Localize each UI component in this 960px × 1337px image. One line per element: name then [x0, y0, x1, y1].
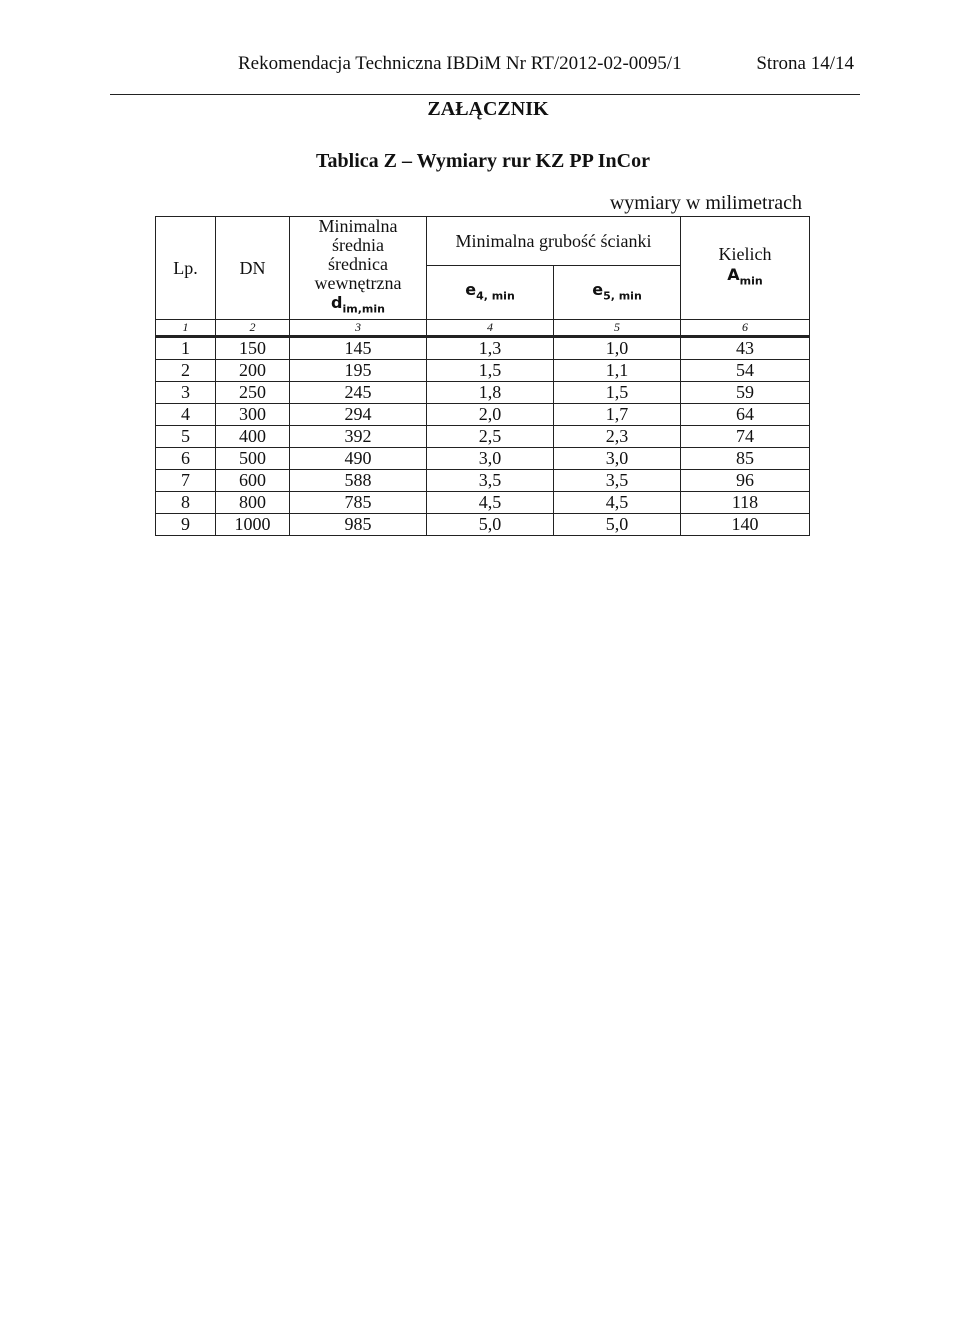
cell-inner-diameter: 785 — [290, 491, 427, 513]
header-lp-label: Lp. — [173, 257, 198, 278]
cell-socket: 43 — [681, 336, 810, 359]
cell-lp: 5 — [156, 425, 216, 447]
cell-socket: 140 — [681, 513, 810, 535]
dimensions-table-container — [155, 216, 809, 556]
header-row-1 — [156, 217, 810, 266]
cell-e4: 4,5 — [427, 491, 554, 513]
header-dn-label: DN — [239, 257, 266, 278]
dim-subscript: im,min — [342, 302, 385, 316]
header-socket — [681, 217, 810, 320]
cell-socket: 85 — [681, 447, 810, 469]
header-inner-diameter-line2: średnia — [332, 235, 384, 255]
header-socket-symbol — [681, 264, 809, 292]
cell-socket: 59 — [681, 381, 810, 403]
cell-inner-diameter: 392 — [290, 425, 427, 447]
column-number: 4 — [427, 319, 554, 336]
e5-subscript: 5, min — [603, 289, 642, 303]
dim-symbol: d — [331, 293, 343, 312]
header-inner-diameter-line1: Minimalna — [318, 216, 398, 236]
cell-e5: 1,7 — [554, 403, 681, 425]
cell-lp: 6 — [156, 447, 216, 469]
cell-e5: 2,3 — [554, 425, 681, 447]
cell-dn: 250 — [216, 381, 290, 403]
cell-dn: 1000 — [216, 513, 290, 535]
header-inner-diameter-line3: średnica — [328, 254, 388, 274]
cell-inner-diameter: 490 — [290, 447, 427, 469]
cell-inner-diameter: 145 — [290, 336, 427, 359]
cell-socket: 54 — [681, 359, 810, 381]
cell-dn: 800 — [216, 491, 290, 513]
cell-socket: 74 — [681, 425, 810, 447]
cell-e4: 2,0 — [427, 403, 554, 425]
cell-dn: 200 — [216, 359, 290, 381]
table-row — [156, 359, 810, 381]
column-number-row — [156, 319, 810, 336]
cell-inner-diameter: 195 — [290, 359, 427, 381]
cell-dn: 150 — [216, 336, 290, 359]
e4-symbol: e — [465, 279, 477, 299]
units-note: wymiary w milimetrach — [609, 192, 802, 214]
header-inner-diameter-line4: wewnętrzna — [314, 273, 402, 293]
cell-e4: 2,5 — [427, 425, 554, 447]
cell-inner-diameter: 245 — [290, 381, 427, 403]
cell-e5: 3,0 — [554, 447, 681, 469]
cell-socket: 64 — [681, 403, 810, 425]
table-row — [156, 513, 810, 535]
cell-e5: 4,5 — [554, 491, 681, 513]
cell-e4: 1,5 — [427, 359, 554, 381]
document-reference: Rekomendacja Techniczna IBDiM Nr RT/2012-02-0095/1 — [238, 53, 682, 74]
cell-e5: 3,5 — [554, 469, 681, 491]
cell-e4: 3,0 — [427, 447, 554, 469]
header-wall-thickness-label: Minimalna grubość ścianki — [455, 231, 652, 252]
e4-subscript: 4, min — [476, 289, 515, 303]
column-number: 2 — [216, 319, 290, 336]
cell-lp: 7 — [156, 469, 216, 491]
cell-e4: 5,0 — [427, 513, 554, 535]
cell-e5: 1,1 — [554, 359, 681, 381]
cell-dn: 500 — [216, 447, 290, 469]
table-title: Tablica Z – Wymiary rur KZ PP InCor — [316, 150, 650, 172]
cell-e5: 1,5 — [554, 381, 681, 403]
table-row — [156, 425, 810, 447]
cell-lp: 3 — [156, 381, 216, 403]
column-number: 6 — [681, 319, 810, 336]
table-row — [156, 469, 810, 491]
cell-lp: 1 — [156, 336, 216, 359]
table-row — [156, 381, 810, 403]
cell-inner-diameter: 985 — [290, 513, 427, 535]
header-e5 — [554, 266, 681, 319]
header-socket-label: Kielich — [718, 244, 772, 264]
column-number: 5 — [554, 319, 681, 336]
cell-e5: 5,0 — [554, 513, 681, 535]
cell-lp: 4 — [156, 403, 216, 425]
table-row — [156, 403, 810, 425]
header-dn — [216, 217, 290, 320]
cell-inner-diameter: 294 — [290, 403, 427, 425]
table-row — [156, 336, 810, 359]
cell-e5: 1,0 — [554, 336, 681, 359]
cell-lp: 2 — [156, 359, 216, 381]
cell-lp: 8 — [156, 491, 216, 513]
dimensions-table — [155, 216, 810, 536]
table-row — [156, 447, 810, 469]
socket-symbol: A — [727, 265, 740, 284]
header-e4 — [427, 266, 554, 319]
annex-title: ZAŁĄCZNIK — [427, 98, 549, 120]
e5-symbol: e — [592, 279, 604, 299]
cell-inner-diameter: 588 — [290, 469, 427, 491]
cell-socket: 118 — [681, 491, 810, 513]
header-inner-diameter — [290, 217, 427, 320]
column-number: 1 — [156, 319, 216, 336]
header-lp — [156, 217, 216, 320]
cell-dn: 400 — [216, 425, 290, 447]
cell-lp: 9 — [156, 513, 216, 535]
cell-dn: 300 — [216, 403, 290, 425]
table-row — [156, 491, 810, 513]
cell-e4: 1,3 — [427, 336, 554, 359]
column-number: 3 — [290, 319, 427, 336]
cell-dn: 600 — [216, 469, 290, 491]
cell-socket: 96 — [681, 469, 810, 491]
socket-subscript: min — [739, 274, 763, 288]
header-inner-diameter-symbol — [290, 293, 426, 319]
page-header — [238, 50, 854, 78]
cell-e4: 1,8 — [427, 381, 554, 403]
cell-e4: 3,5 — [427, 469, 554, 491]
page-number: Strona 14/14 — [756, 53, 854, 74]
header-wall-thickness-group — [427, 217, 681, 266]
